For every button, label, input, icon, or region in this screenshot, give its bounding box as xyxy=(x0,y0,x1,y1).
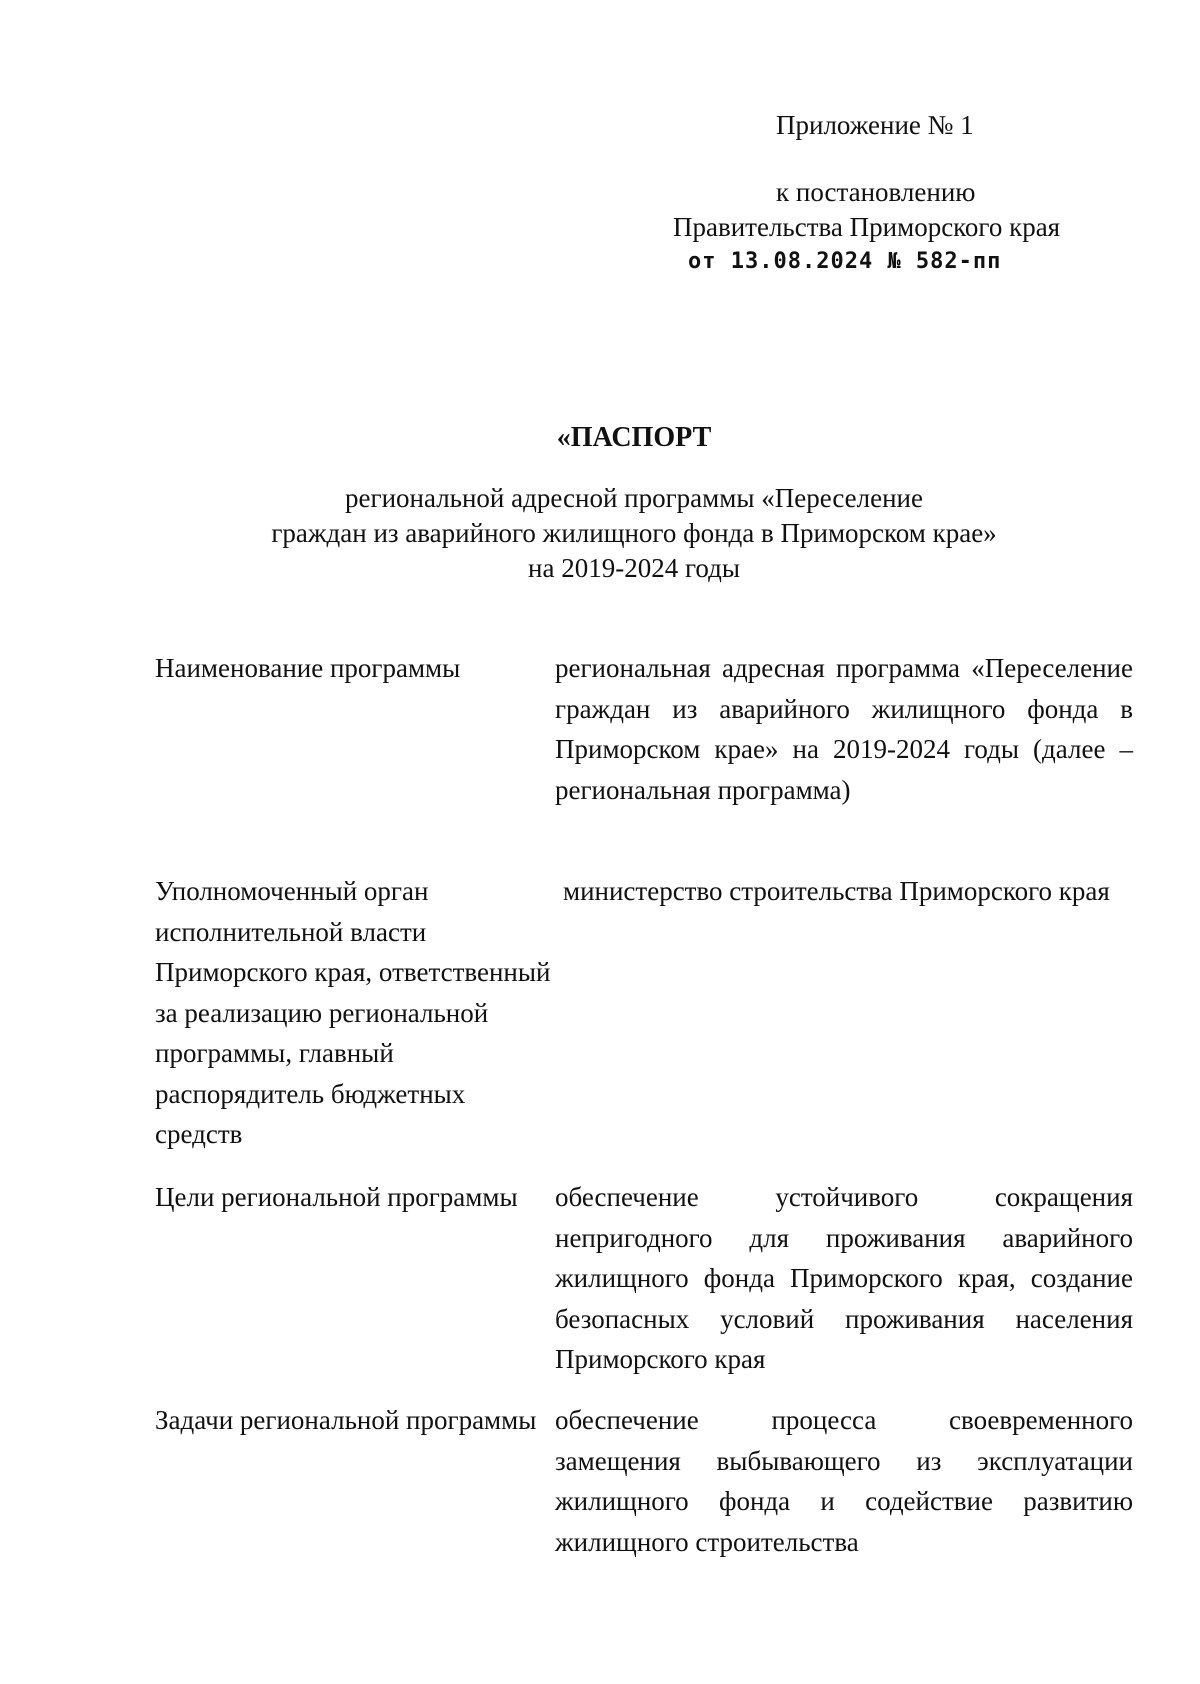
row-label-text: Задачи региональной программы xyxy=(155,1405,537,1435)
row-value-text: региональная адресная программа «Переселение граждан из аварийного жилищного фонда в Приморском крае» на 2019-2024 годы (далее – региональная программа) xyxy=(555,653,1133,805)
passport-title: «ПАСПОРТ xyxy=(556,422,712,453)
appendix-to-decree: к постановлению xyxy=(776,177,976,207)
row-label xyxy=(155,1400,555,1600)
passport-row-tasks xyxy=(155,1400,1133,1600)
row-value xyxy=(555,1400,1133,1600)
row-label xyxy=(155,648,555,871)
passport-subtitle-line-2: граждан из аварийного жилищного фонда в Приморском крае» xyxy=(271,518,997,548)
row-value xyxy=(555,648,1133,871)
appendix-government: Правительства Приморского края xyxy=(673,212,1061,242)
appendix-date-number: от 13.08.2024 № 582-пп xyxy=(688,249,1002,274)
appendix-label: Приложение № 1 xyxy=(776,110,974,140)
passport-table xyxy=(155,648,1133,1600)
row-value-text: обеспечение устойчивого сокращения непригодного для проживания аварийного жилищного фонда Приморского края, создание безопасных условий проживания населения Приморского края xyxy=(555,1182,1133,1374)
row-label-text: Уполномоченный орган исполнительной власти Приморского края, ответственный за реализацию региональной программы, главный распорядитель бюджетных средств xyxy=(155,876,551,1149)
row-label xyxy=(155,871,555,1177)
row-label xyxy=(155,1177,555,1400)
passport-subtitle-line-1: региональной адресной программы «Переселение xyxy=(345,483,923,513)
row-label-text: Наименование программы xyxy=(155,653,461,683)
row-value xyxy=(555,1177,1133,1400)
passport-title-block xyxy=(0,420,1200,586)
passport-subtitle-line-3: на 2019-2024 годы xyxy=(528,553,740,583)
passport-row-authorized-body xyxy=(155,871,1133,1177)
passport-row-program-name xyxy=(155,648,1133,871)
row-value-text: министерство строительства Приморского края xyxy=(563,876,1110,906)
row-value-text: обеспечение процесса своевременного замещения выбывающего из эксплуатации жилищного фонда и содействие развитию жилищного строительства xyxy=(555,1405,1133,1557)
passport-row-goals xyxy=(155,1177,1133,1400)
row-value xyxy=(555,871,1133,1177)
row-label-text: Цели региональной программы xyxy=(155,1182,518,1212)
